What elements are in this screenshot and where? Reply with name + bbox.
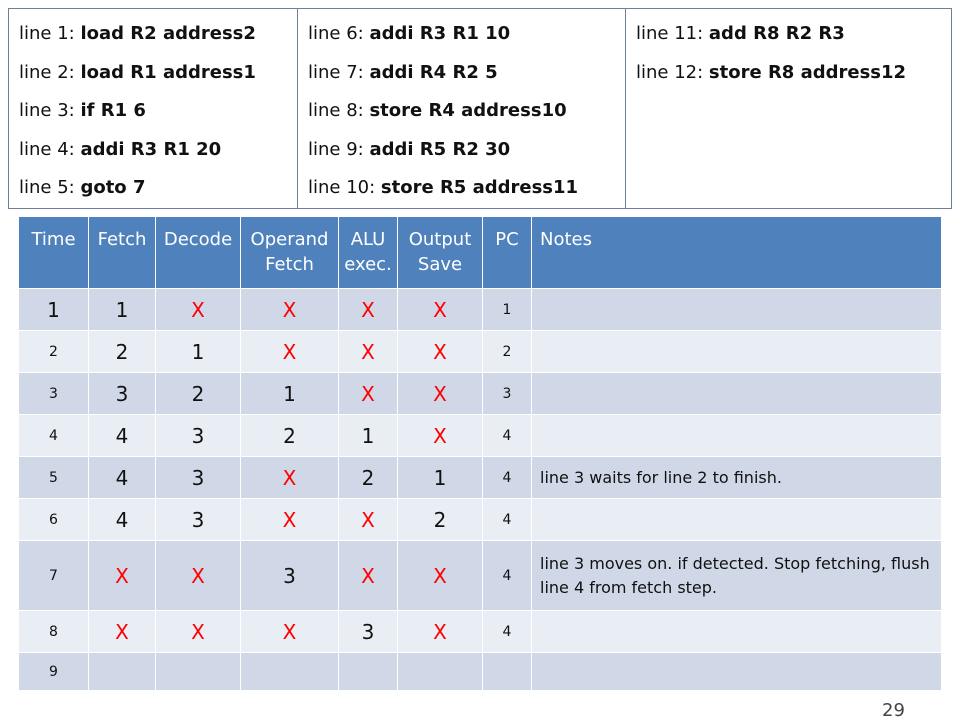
- cell-alu: [339, 653, 398, 691]
- cell-operand: X: [241, 611, 339, 653]
- table-row: [19, 541, 942, 611]
- table-row: [19, 457, 942, 499]
- cell-notes: [532, 289, 942, 331]
- cell-time: 4: [19, 415, 89, 457]
- cell-pc: 4: [483, 611, 532, 653]
- code-line: [19, 54, 297, 93]
- table-row: [19, 611, 942, 653]
- cell-pc: 4: [483, 457, 532, 499]
- cell-time: 2: [19, 331, 89, 373]
- cell-pc: 3: [483, 373, 532, 415]
- cell-notes: [532, 499, 942, 541]
- code-instruction: addi R3 R1 10: [369, 23, 511, 44]
- column-header: Fetch: [89, 217, 156, 289]
- table-row: [19, 331, 942, 373]
- code-line-label: line 5:: [19, 177, 81, 198]
- code-line: [308, 54, 625, 93]
- cell-fetch: 1: [89, 289, 156, 331]
- cell-notes: [532, 415, 942, 457]
- code-listing: [8, 8, 952, 209]
- cell-output: 1: [398, 457, 483, 499]
- cell-pc: 1: [483, 289, 532, 331]
- code-line-label: line 9:: [308, 138, 370, 160]
- code-line-label: line 4:: [19, 138, 81, 160]
- code-column: [625, 9, 951, 208]
- cell-fetch: 2: [89, 331, 156, 373]
- cell-notes: [532, 611, 942, 653]
- cell-notes: line 3 waits for line 2 to finish.: [532, 457, 942, 499]
- cell-operand: [241, 653, 339, 691]
- cell-pc: 4: [483, 415, 532, 457]
- code-line: [19, 15, 297, 54]
- cell-decode: 3: [156, 415, 241, 457]
- cell-alu: X: [339, 331, 398, 373]
- cell-notes: [532, 653, 942, 691]
- cell-alu: 1: [339, 415, 398, 457]
- cell-output: [398, 653, 483, 691]
- cell-operand: X: [241, 499, 339, 541]
- cell-fetch: X: [89, 541, 156, 611]
- column-header: Time: [19, 217, 89, 289]
- column-header: Notes: [532, 217, 942, 289]
- cell-output: X: [398, 415, 483, 457]
- cell-time: 6: [19, 499, 89, 541]
- code-line: [19, 131, 297, 170]
- cell-operand: 3: [241, 541, 339, 611]
- cell-output: X: [398, 541, 483, 611]
- code-line-label: line 11:: [636, 23, 709, 44]
- code-line: [636, 54, 951, 93]
- table-row: [19, 415, 942, 457]
- cell-alu: X: [339, 499, 398, 541]
- cell-time: 9: [19, 653, 89, 691]
- cell-fetch: [89, 653, 156, 691]
- cell-alu: 3: [339, 611, 398, 653]
- column-header: Decode: [156, 217, 241, 289]
- cell-output: X: [398, 611, 483, 653]
- cell-alu: X: [339, 289, 398, 331]
- code-column: [9, 9, 297, 208]
- cell-output: X: [398, 331, 483, 373]
- code-line: [636, 15, 951, 54]
- cell-fetch: 4: [89, 415, 156, 457]
- column-header: PC: [483, 217, 532, 289]
- pipeline-table: [18, 216, 942, 691]
- code-instruction: addi R5 R2 30: [369, 138, 511, 160]
- cell-operand: 2: [241, 415, 339, 457]
- code-instruction: load R1 address1: [80, 61, 256, 83]
- table-row: [19, 499, 942, 541]
- table-row: [19, 289, 942, 331]
- column-header: Operand Fetch: [241, 217, 339, 289]
- code-instruction: if R1 6: [80, 100, 146, 121]
- page-number: 29: [882, 700, 905, 721]
- table-header-row: [19, 217, 942, 289]
- code-instruction: addi R4 R2 5: [369, 61, 498, 83]
- cell-fetch: 4: [89, 457, 156, 499]
- code-line-label: line 6:: [308, 23, 370, 44]
- cell-fetch: 3: [89, 373, 156, 415]
- code-instruction: store R5 address11: [380, 177, 579, 198]
- cell-time: 7: [19, 541, 89, 611]
- cell-notes: line 3 moves on. if detected. Stop fetching, flush line 4 from fetch step.: [532, 541, 942, 611]
- cell-pc: [483, 653, 532, 691]
- cell-pc: 2: [483, 331, 532, 373]
- code-line-label: line 2:: [19, 61, 81, 83]
- code-line: [19, 92, 297, 131]
- table-row: [19, 373, 942, 415]
- cell-decode: X: [156, 289, 241, 331]
- cell-operand: 1: [241, 373, 339, 415]
- code-line-label: line 8:: [308, 100, 370, 121]
- column-header: ALU exec.: [339, 217, 398, 289]
- code-column: [297, 9, 625, 208]
- code-line-label: line 12:: [636, 61, 709, 83]
- table-row: [19, 653, 942, 691]
- cell-time: 8: [19, 611, 89, 653]
- cell-operand: X: [241, 289, 339, 331]
- cell-alu: X: [339, 373, 398, 415]
- code-line: [308, 169, 625, 208]
- cell-time: 1: [19, 289, 89, 331]
- cell-output: 2: [398, 499, 483, 541]
- cell-decode: 3: [156, 499, 241, 541]
- code-line: [308, 131, 625, 170]
- code-line: [19, 169, 297, 208]
- cell-notes: [532, 373, 942, 415]
- code-line: [308, 15, 625, 54]
- code-instruction: load R2 address2: [80, 23, 256, 44]
- code-line-label: line 10:: [308, 177, 381, 198]
- cell-decode: 2: [156, 373, 241, 415]
- cell-decode: 1: [156, 331, 241, 373]
- code-instruction: add R8 R2 R3: [708, 23, 845, 44]
- cell-operand: X: [241, 457, 339, 499]
- code-instruction: store R8 address12: [708, 61, 907, 83]
- cell-fetch: 4: [89, 499, 156, 541]
- cell-decode: X: [156, 541, 241, 611]
- code-instruction: addi R3 R1 20: [80, 138, 222, 160]
- column-header: Output Save: [398, 217, 483, 289]
- cell-time: 5: [19, 457, 89, 499]
- code-line-label: line 7:: [308, 61, 370, 83]
- cell-pc: 4: [483, 541, 532, 611]
- code-instruction: goto 7: [80, 177, 146, 198]
- cell-output: X: [398, 289, 483, 331]
- code-instruction: store R4 address10: [369, 100, 567, 121]
- cell-pc: 4: [483, 499, 532, 541]
- code-line-label: line 1:: [19, 23, 81, 44]
- cell-alu: X: [339, 541, 398, 611]
- cell-decode: [156, 653, 241, 691]
- code-line-label: line 3:: [19, 100, 81, 121]
- cell-decode: 3: [156, 457, 241, 499]
- cell-fetch: X: [89, 611, 156, 653]
- cell-operand: X: [241, 331, 339, 373]
- cell-time: 3: [19, 373, 89, 415]
- cell-output: X: [398, 373, 483, 415]
- cell-alu: 2: [339, 457, 398, 499]
- cell-notes: [532, 331, 942, 373]
- cell-decode: X: [156, 611, 241, 653]
- code-line: [308, 92, 625, 131]
